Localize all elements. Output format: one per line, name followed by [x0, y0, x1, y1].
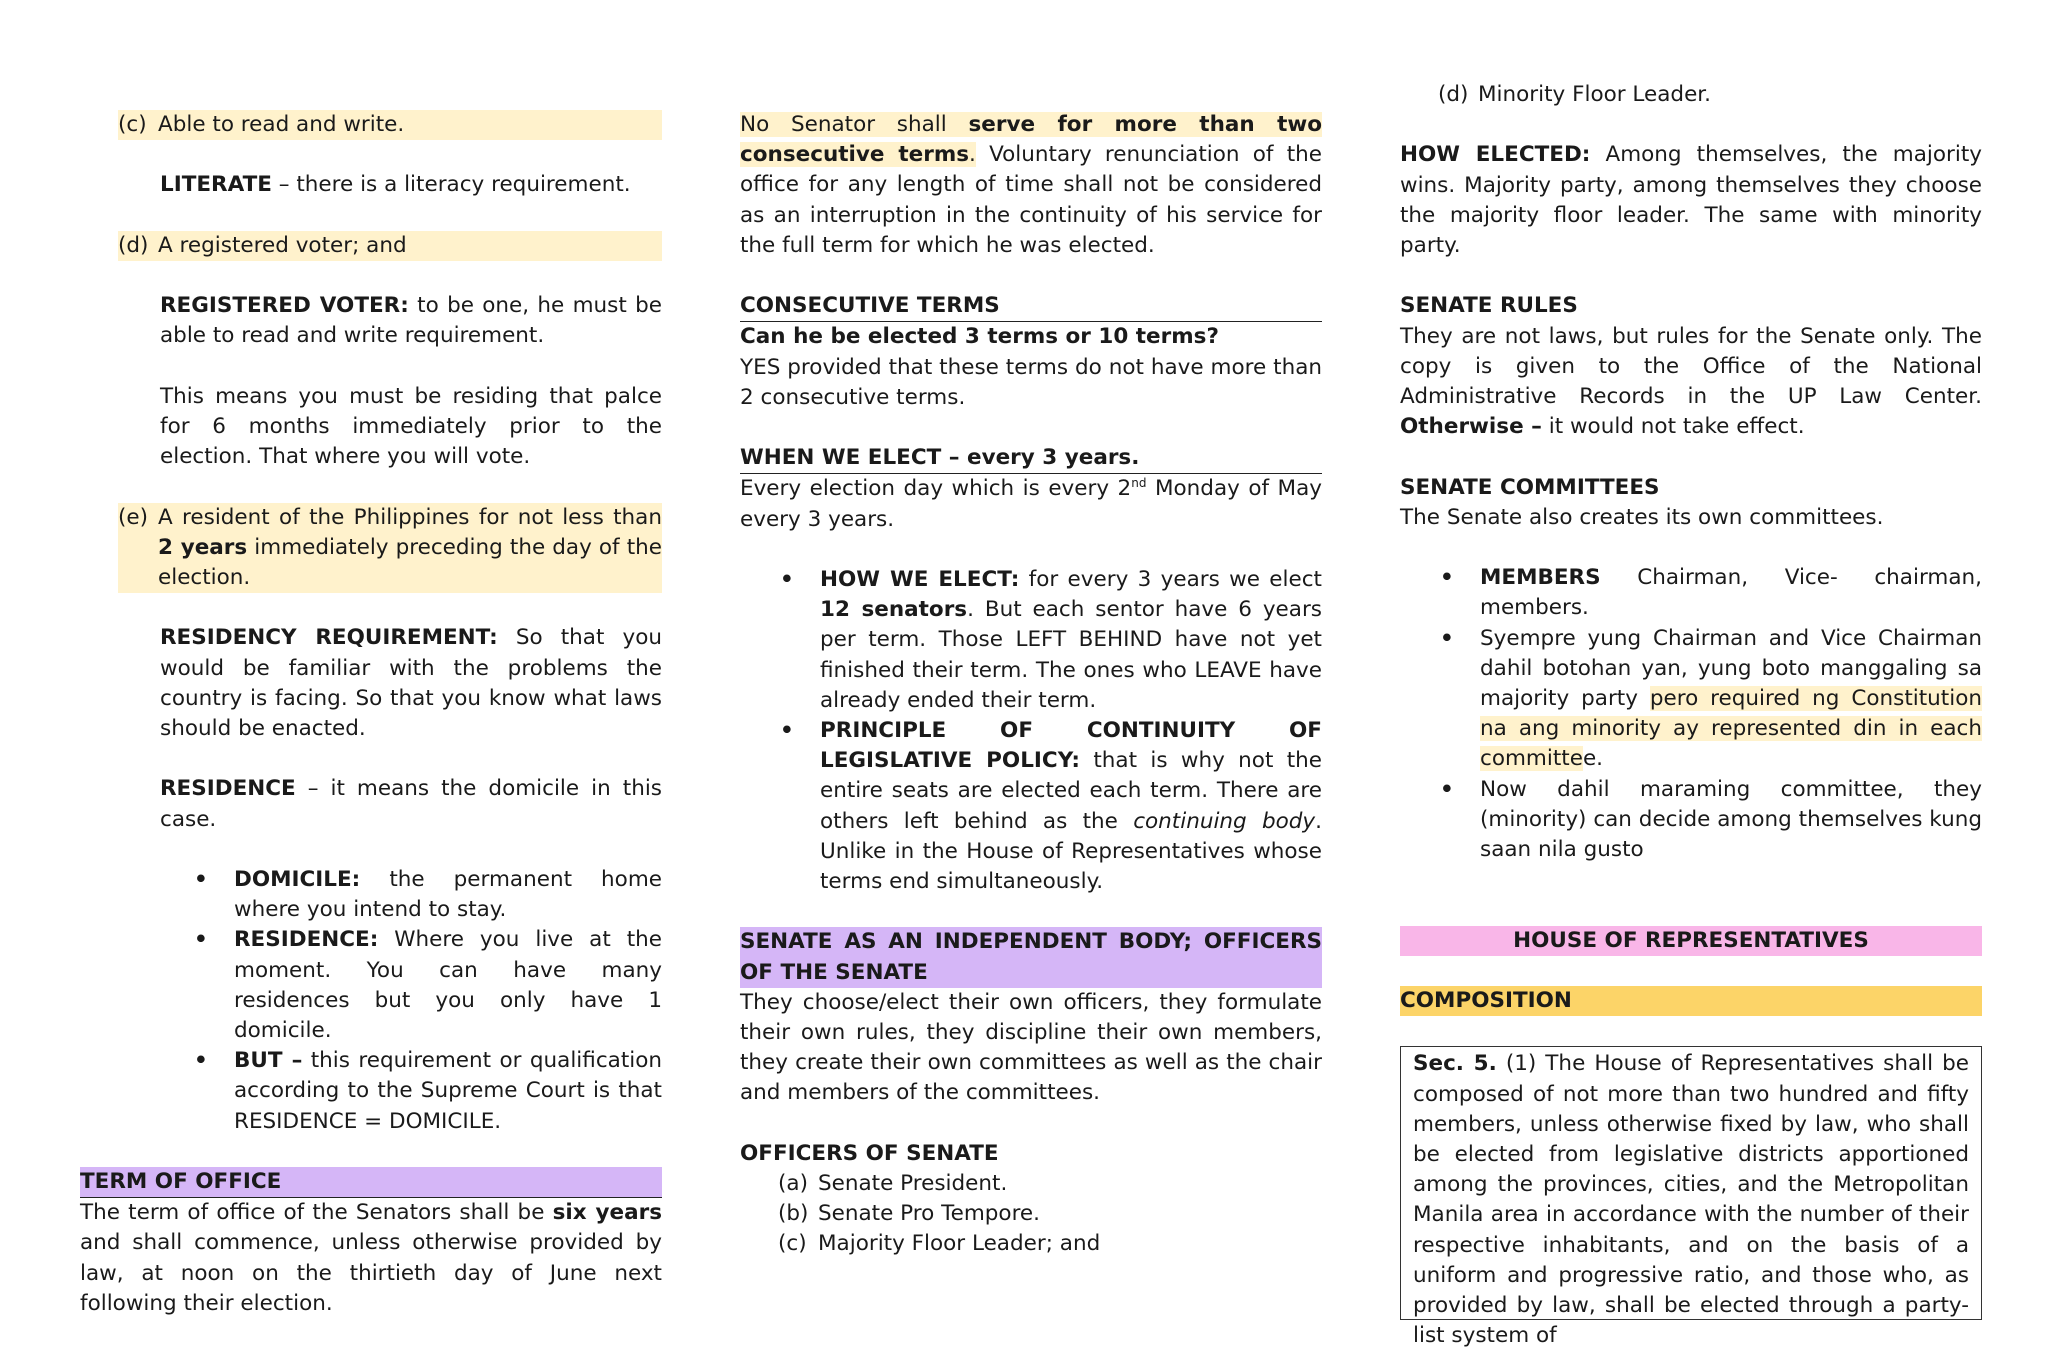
- how-elected-paragraph: HOW ELECTED: Among themselves, the majority wins. Majority party, among themselves they choose the majority floor leader. The same with minority party.: [1400, 142, 1982, 258]
- column-2: [740, 110, 1322, 1260]
- item-text: A resident of the Philippines for not less than 2 years immediately preceding the day of the election.: [158, 504, 662, 590]
- column-1: [80, 110, 662, 1319]
- list-item: • RESIDENCE: Where you live at the moment. You can have many residences but you only have 1 domicile.: [194, 927, 662, 1043]
- list-item: • Now dahil maraming committee, they (minority) can decide among themselves kung saan nila gusto: [1440, 776, 1982, 863]
- residence-bullets: [192, 865, 662, 1137]
- term-of-office-paragraph: The term of office of the Senators shall be six years and shall commence, unless otherwise provided by law, at noon on the thirtieth day of June next following their election.: [80, 1200, 662, 1316]
- item-text: A registered voter; and: [158, 232, 407, 258]
- consecutive-terms-heading: CONSECUTIVE TERMS: [740, 291, 1322, 322]
- list-item: (c) Majority Floor Leader; and: [778, 1231, 1101, 1257]
- senate-rules-paragraph: They are not laws, but rules for the Senate only. The copy is given to the Office of the National Administrative Records in the UP Law Center. Otherwise – it would not take effect.: [1400, 323, 1982, 440]
- house-heading: HOUSE OF REPRESENTATIVES: [1400, 926, 1982, 956]
- qualification-c: [118, 110, 662, 140]
- senate-rules-heading: SENATE RULES: [1400, 293, 1578, 319]
- residing-paragraph: This means you must be residing that palce for 6 months immediately prior to the election. That where you will vote.: [160, 383, 662, 470]
- no-senator-paragraph: No Senator shall serve for more than two consecutive terms. Voluntary renunciation of the office for any length of time shall not be considered as an interruption in the continuity of his service for the full term for which he was elected.: [740, 112, 1322, 258]
- officers-heading: OFFICERS OF SENATE: [740, 1140, 999, 1166]
- list-item: • HOW WE ELECT: for every 3 years we elect 12 senators. But each sentor have 6 years per term. Those LEFT BEHIND have not yet finished their term. The ones who LEAVE have already ended their term.: [780, 567, 1323, 713]
- item-label: (e): [118, 504, 149, 530]
- independent-body-paragraph: They choose/elect their own officers, they formulate their own rules, they discipline their own members, they create their own committees as well as the chair and members of the committees.: [740, 989, 1322, 1106]
- independent-body-heading: SENATE AS AN INDEPENDENT BODY; OFFICERS OF THE SENATE: [740, 927, 1322, 987]
- consecutive-question: Can he be elected 3 terms or 10 terms?: [740, 324, 1219, 350]
- list-item: • DOMICILE: the permanent home where you intend to stay.: [194, 866, 662, 923]
- composition-heading: COMPOSITION: [1400, 986, 1982, 1016]
- list-item: (a) Senate President.: [778, 1171, 1008, 1197]
- senate-committees-heading: SENATE COMMITTEES: [1400, 474, 1660, 500]
- item-label: (c): [118, 112, 147, 137]
- senate-committees-paragraph: The Senate also creates its own committees.: [1400, 504, 1884, 530]
- registered-voter-paragraph: REGISTERED VOTER: to be one, he must be able to read and write requirement.: [160, 293, 662, 349]
- election-bullets: [778, 565, 1322, 897]
- committee-bullets: [1438, 563, 1982, 865]
- residence-paragraph: RESIDENCE – it means the domicile in this case.: [160, 776, 662, 832]
- residency-requirement-paragraph: RESIDENCY REQUIREMENT: So that you would be familiar with the problems the country is facing. So that you know what laws should be enacted.: [160, 625, 662, 741]
- list-item: • PRINCIPLE OF CONTINUITY OF LEGISLATIVE POLICY: that is why not the entire seats are elected each term. There are others left behind as the continuing body. Unlike in the House of Representatives whose terms end simultaneously.: [780, 718, 1323, 895]
- qualification-d: [118, 231, 662, 261]
- qualification-e: [118, 503, 662, 594]
- literate-paragraph: LITERATE – there is a literacy requirement.: [160, 172, 631, 198]
- section-5-box: Sec. 5. (1) The House of Representatives shall be composed of not more than two hundred and fifty members, unless otherwise fixed by law, who shall be elected from legislative districts apportioned among the provinces, cities, and the Metropolitan Manila area in accordance with the number of their respective inhabitants, and on the basis of a uniform and progressive ratio, and those who, as provided by law, shall be elected through a party-list system of: [1400, 1046, 1982, 1320]
- item-text: Able to read and write.: [158, 112, 405, 137]
- list-item: • BUT – this requirement or qualification according to the Supreme Court is that RESIDENCE = DOMICILE.: [194, 1048, 662, 1134]
- list-item: (b) Senate Pro Tempore.: [778, 1201, 1040, 1227]
- item-label: (d): [118, 232, 149, 258]
- when-we-elect-paragraph: Every election day which is every 2nd Monday of May every 3 years.: [740, 476, 1322, 532]
- term-of-office-heading: TERM OF OFFICE: [80, 1167, 662, 1198]
- list-item: • MEMBERS Chairman, Vice- chairman, members.: [1440, 565, 1982, 621]
- column-3: [1400, 80, 1982, 1349]
- list-item: • Syempre yung Chairman and Vice Chairman dahil botohan yan, yung boto manggaling sa majority party pero required ng Constitution na ang minority ay represented din in each committee.: [1440, 625, 1982, 772]
- when-we-elect-heading: WHEN WE ELECT – every 3 years.: [740, 443, 1322, 474]
- officers-list: [778, 1169, 1322, 1260]
- consecutive-answer: YES provided that these terms do not have more than 2 consecutive terms.: [740, 354, 1322, 410]
- officer-d: (d) Minority Floor Leader.: [1438, 82, 1712, 107]
